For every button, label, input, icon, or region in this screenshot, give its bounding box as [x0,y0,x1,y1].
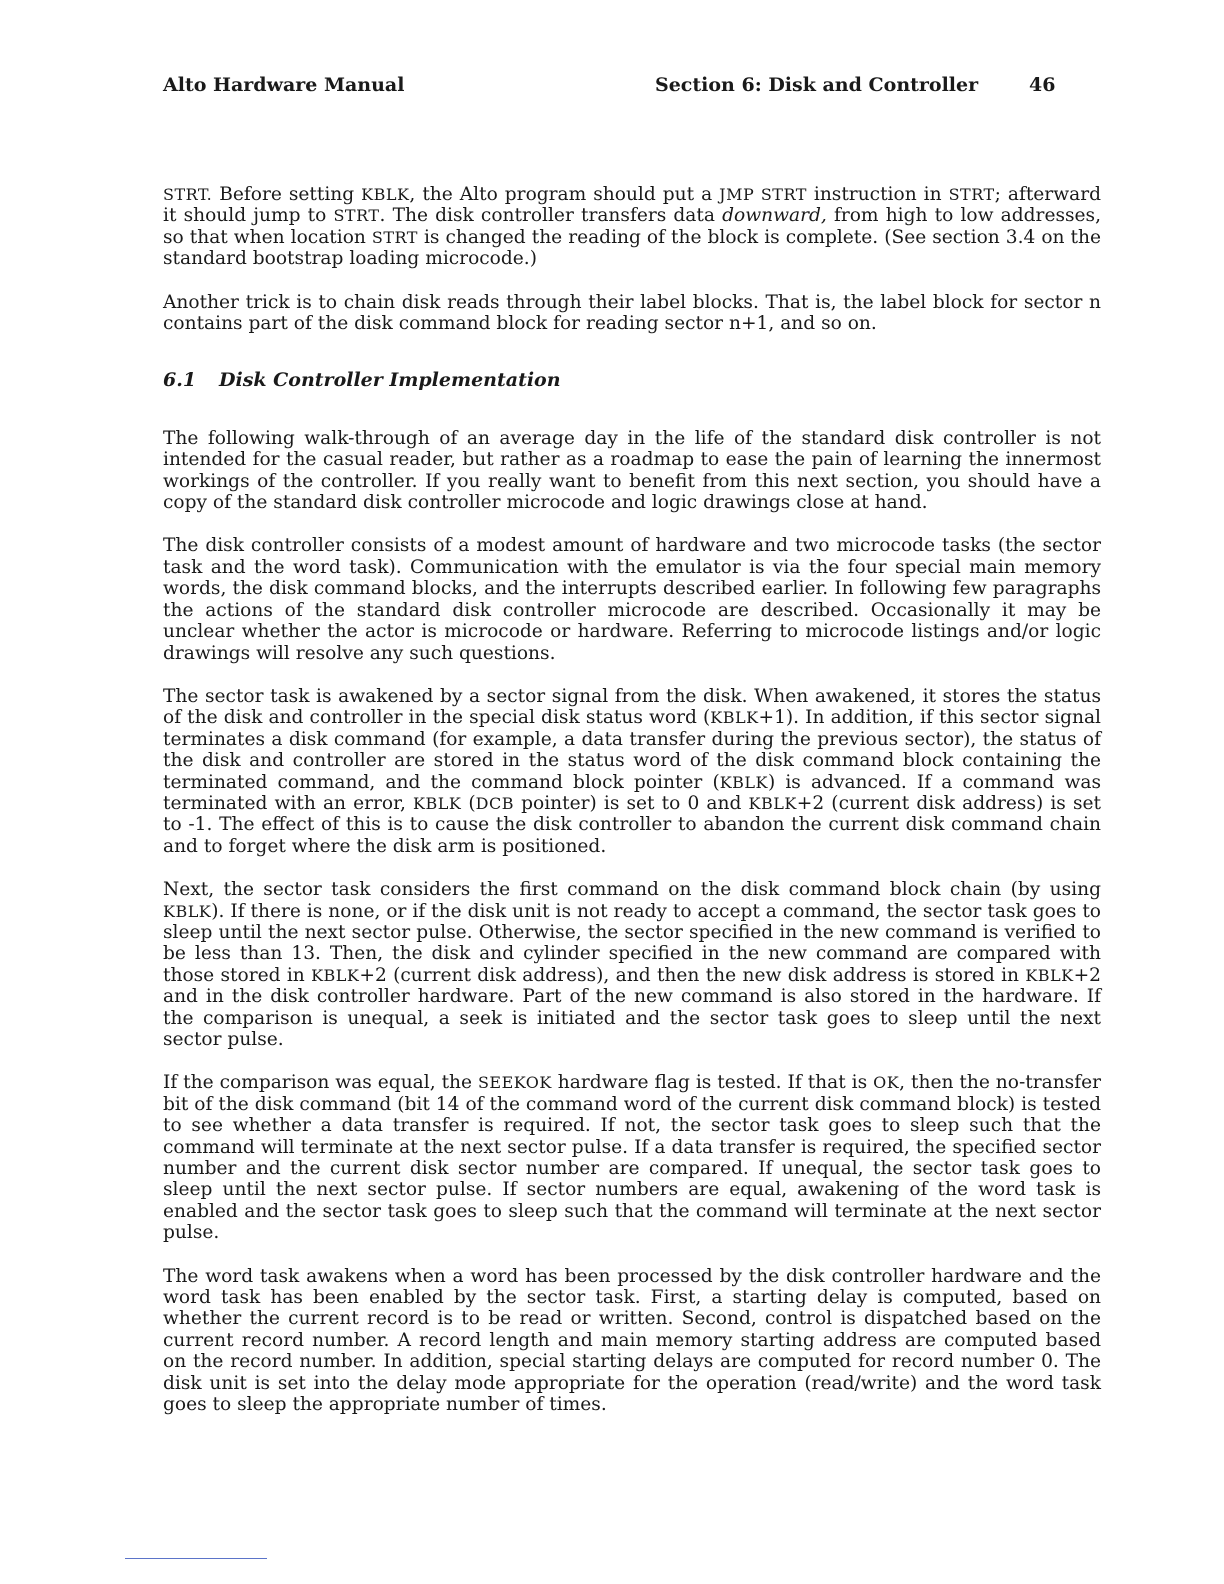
page-number: 46 [1029,74,1056,96]
paragraph-word-task: The word task awakens when a word has been processed by the disk controller hardware and the word task has been enabled by the sector task. First, a starting delay is computed, based on whether the current record is to be read or written. Second, control is dispatched based on the current record number. A record length and main memory starting address are computed based on the record number. In addition, special starting delays are computed for record number 0. The disk unit is set into the delay mode appropriate for the operation (read/write) and the word task goes to sleep the appropriate number of times. [163,1265,1101,1416]
page-header [163,74,1056,102]
paragraph-controller-overview: The disk controller consists of a modest amount of hardware and two microcode tasks (the sector task and the word task). Communication with the emulator is via the four special main memory words, the disk command blocks, and the interrupts described earlier. In following few paragraphs the actions of the standard disk controller microcode are described. Occasionally it may be unclear whether the actor is microcode or hardware. Referring to microcode listings and/or logic drawings will resolve any such questions. [163,535,1101,664]
paragraph-sector-task: The sector task is awakened by a sector signal from the disk. When awakened, it stores the status of the disk and controller in the special disk status word (KBLK+1). In addition, if this sector signal terminates a disk command (for example, a data transfer during the previous sector), the status of the disk and controller are stored in the status word of the disk command block containing the terminated command, and the command block pointer (KBLK) is advanced. If a command was terminated with an error, KBLK (DCB pointer) is set to 0 and KBLK+2 (current disk address) is set to -1. The effect of this is to cause the disk controller to abandon the current disk command chain and to forget where the disk arm is positioned. [163,685,1102,857]
document-body [163,184,1101,1438]
manual-title: Alto Hardware Manual [163,74,405,96]
paragraph-seekok: If the comparison was equal, the SEEKOK hardware flag is tested. If that is OK, then the no-transfer bit of the disk command (bit 14 of the command word of the current disk command block) is tested to see whether a data transfer is required. If not, the sector task goes to sleep such that the command will terminate at the next sector pulse. If a data transfer is required, the specified sector number and the current disk sector number are compared. If unequal, the sector task goes to sleep until the next sector pulse. If sector numbers are equal, awakening of the word task is enabled and the sector task goes to sleep such that the command will terminate at the next sector pulse. [163,1072,1101,1244]
section-title: Section 6: Disk and Controller [655,74,979,96]
paragraph-next-command: Next, the sector task considers the first command on the disk command block chain (by using KBLK). If there is none, or if the disk unit is not ready to accept a command, the sector task goes to sleep until the next sector pulse. Otherwise, the sector specified in the new command is verified to be less than 13. Then, the disk and cylinder specified in the new command are compared with those stored in KBLK+2 (current disk address), and then the new disk address is stored in KBLK+2 and in the disk controller hardware. Part of the new command is also stored in the hardware. If the comparison is unequal, a seek is initiated and the sector task goes to sleep until the next sector pulse. [163,879,1101,1050]
section-number: 6.1 [163,369,197,392]
section-heading-title: Disk Controller Implementation [219,369,561,392]
paragraph-walkthrough: The following walk-through of an average day in the life of the standard disk controller is not intended for the casual reader, but rather as a roadmap to ease the pain of learning the innermost workings of the controller. If you really want to benefit from this next section, you should have a copy of the standard disk controller microcode and logic drawings close at hand. [163,427,1101,514]
section-heading [163,370,1101,391]
paragraph-chain-reads: Another trick is to chain disk reads through their label blocks. That is, the label block for sector n contains part of the disk command block for reading sector n+1, and so on. [163,291,1101,335]
paragraph-strt: STRT. Before setting KBLK, the Alto program should put a JMP STRT instruction in STRT; afterward it should jump to STRT. The disk controller transfers data downward, from high to low addresses, so that when location STRT is changed the reading of the block is complete. (See section 3.4 on the standard bootstrap loading microcode.) [163,184,1102,270]
footnote-rule [125,1558,267,1559]
